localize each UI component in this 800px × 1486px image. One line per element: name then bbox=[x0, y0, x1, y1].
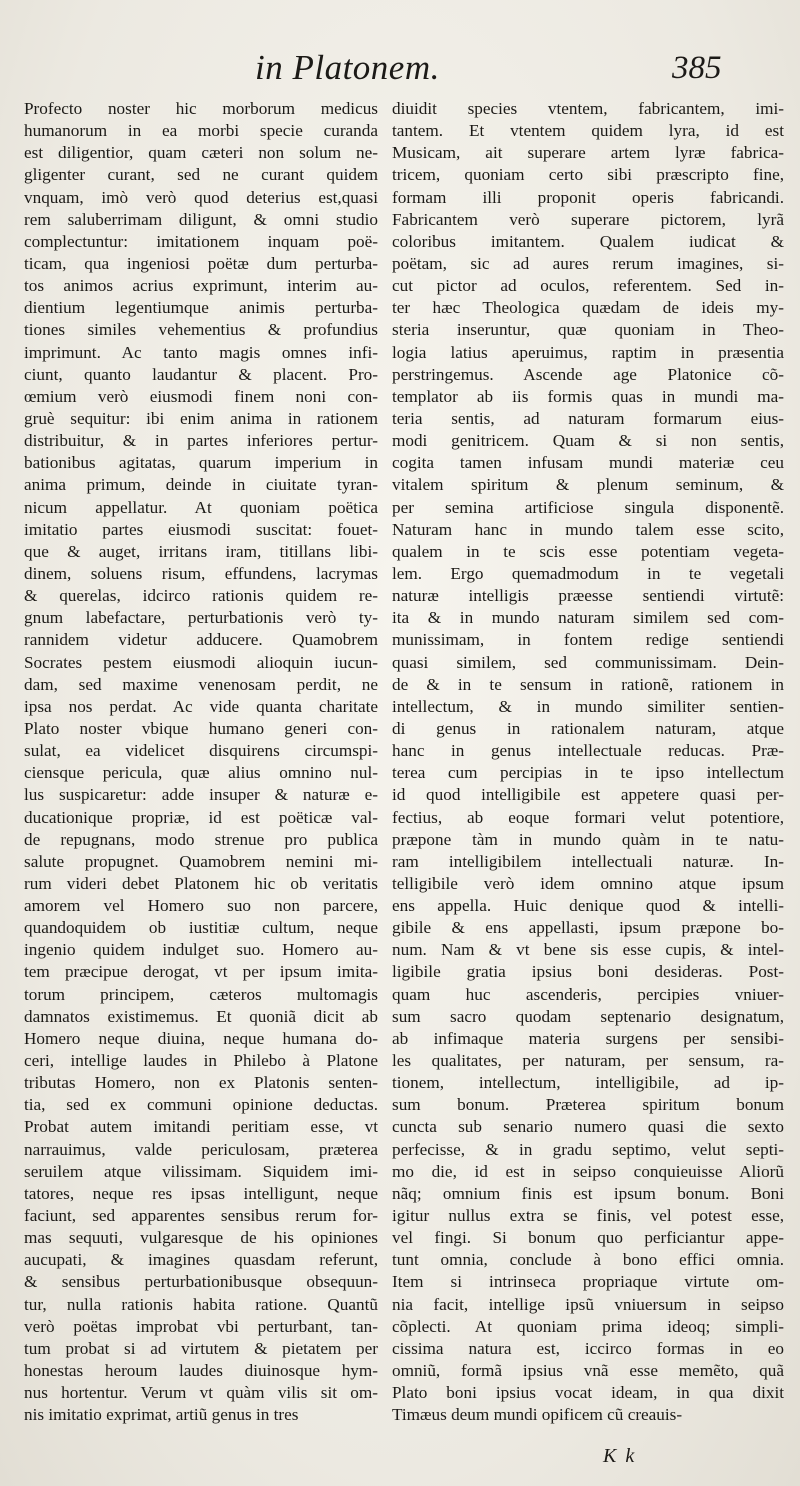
text-line: faciunt, sed apparentes sensibus rerum for- bbox=[24, 1206, 378, 1226]
text-line: modi genitricem. Quam & si non sentis, bbox=[392, 431, 784, 451]
text-line: imprimunt. Ac tanto magis omnes infi- bbox=[24, 342, 378, 362]
text-line: terea cum percipias in te ipso intellectum bbox=[392, 763, 784, 783]
text-line: dinem, soluens risum, effundens, lacrymas bbox=[24, 563, 378, 583]
text-line: Homero neque diuina, neque humana do- bbox=[24, 1028, 378, 1048]
text-line: sulat, ea videlicet disquirens circumspi- bbox=[24, 741, 378, 761]
text-line: tiones similes vehementius & profundius bbox=[24, 320, 378, 340]
text-line: perfecisse, & in gradu septimo, velut septi- bbox=[392, 1139, 784, 1159]
text-line: vitalem spiritum & plenum seminum, & bbox=[392, 475, 784, 495]
text-line: ram intelligibilem intellectuali naturæ. In- bbox=[392, 851, 784, 871]
text-line: gnum labefactare, perturbationis verò ty- bbox=[24, 608, 378, 628]
text-line: honestas heroum laudes diuinosque hym- bbox=[24, 1361, 378, 1381]
text-line: omniũ, formã ipsius vnã esse memẽto, quã bbox=[392, 1361, 784, 1381]
text-line: aucupati, & imagines quasdam referunt, bbox=[24, 1250, 378, 1270]
text-line: nicum appellatur. At quoniam poëtica bbox=[24, 497, 378, 517]
right-text-column bbox=[392, 98, 784, 1426]
text-line: anima primum, deinde in ciuitate tyran- bbox=[24, 475, 378, 495]
text-line: gruè sequitur: ibi enim anima in rationem bbox=[24, 408, 378, 428]
text-line: tricem, quoniam certo sibi præscripto fine, bbox=[392, 165, 784, 185]
text-line: per semina artificiose singula disponentẽ. bbox=[392, 497, 784, 517]
text-line: Probat autem imitandi peritiam esse, vt bbox=[24, 1117, 378, 1137]
text-line: damnatos existimemus. Et quoniã dicit ab bbox=[24, 1006, 378, 1026]
text-line: dientium legentiumque animis perturba- bbox=[24, 298, 378, 318]
text-line: ciunt, quanto laudantur & placent. Pro- bbox=[24, 364, 378, 384]
text-line: nis imitatio exprimat, artiũ genus in tres bbox=[24, 1405, 299, 1425]
text-line: Profecto noster hic morborum medicus bbox=[24, 99, 378, 118]
text-line: ligibile gratia ipsius boni desideras. Post- bbox=[392, 962, 784, 982]
text-line: quam huc ascenderis, percipies vniuer- bbox=[392, 984, 784, 1004]
text-line: est diligentior, quam cæteri non solum ne- bbox=[24, 143, 378, 163]
text-line: telligibile verò idem omnino atque ipsum bbox=[392, 873, 784, 893]
text-line: quandoquidem ob iustitiæ cultum, neque bbox=[24, 918, 378, 938]
text-line: mas sequuti, vulgaresque de his opiniones bbox=[24, 1228, 378, 1248]
text-line: œmium verò eiusmodi finem noni con- bbox=[24, 386, 378, 406]
text-line: imitatio partes eiusmodi suscitat: fouet- bbox=[24, 519, 378, 539]
text-line: torum principem, cæteros multomagis bbox=[24, 984, 378, 1004]
text-line: bationibus agitatas, quarum imperium in bbox=[24, 453, 378, 473]
text-line: lus suspicaretur: adde insuper & naturæ e- bbox=[24, 785, 378, 805]
text-line: Naturam hanc in mundo talem esse scito, bbox=[392, 519, 784, 539]
text-line: vnquam, imò verò quod deterius est,quasi bbox=[24, 187, 378, 207]
text-line: lem. Ergo quemadmodum in te vegetali bbox=[392, 563, 784, 583]
text-line: templator ab iis formis quas in mundi ma- bbox=[392, 386, 784, 406]
text-line: Plato boni ipsius vocat ideam, in qua dixit bbox=[392, 1383, 784, 1403]
text-line: diuidit species vtentem, fabricantem, imi- bbox=[392, 99, 784, 118]
text-line: perstringemus. Ascende age Platonice cõ- bbox=[392, 364, 784, 384]
text-line: formam illi proponit operis fabricandi. bbox=[392, 187, 784, 207]
text-line: ter hæc Theologica quædam de ideis my- bbox=[392, 298, 784, 318]
text-line: præpone tàm in mundo quàm in te natu- bbox=[392, 829, 784, 849]
text-line: gibile & ens appellasti, ipsum præpone bo- bbox=[392, 918, 784, 938]
text-line: ticam, qua ingeniosi poëtæ dum perturba- bbox=[24, 253, 378, 273]
text-line: tos animos acrius exprimunt, interim au- bbox=[24, 276, 378, 296]
text-line: nãq; omnium finis est ipsum bonum. Boni bbox=[392, 1183, 784, 1203]
text-line: tum probat si ad virtutem & pietatem per bbox=[24, 1338, 378, 1358]
text-line: verò poëtas improbat vbi perturbant, tan- bbox=[24, 1316, 378, 1336]
signature-mark: K k bbox=[603, 1445, 637, 1467]
text-line: & sensibus perturbationibusque obsequun- bbox=[24, 1272, 378, 1292]
text-line: mo die, id est in seipso conquieuisse Aliorũ bbox=[392, 1161, 784, 1181]
text-line: nus hortentur. Verum vt quàm vilis sit om- bbox=[24, 1383, 378, 1403]
text-line: di genus in rationalem naturam, atque bbox=[392, 718, 784, 738]
text-line: seruilem atque vilissimam. Siquidem imi- bbox=[24, 1161, 378, 1181]
text-line: les qualitates, per naturam, per sensum, ra- bbox=[392, 1051, 784, 1071]
text-line: salute propugnet. Quamobrem nemini mi- bbox=[24, 851, 378, 871]
text-line: teria sentis, ad naturam formarum eius- bbox=[392, 408, 784, 428]
text-line: rem saluberrimam diligunt, & omni studio bbox=[24, 209, 378, 229]
text-line: ipsa nos perdat. Ac vide quanta charitate bbox=[24, 696, 378, 716]
text-line: nia facit, intellige ipsũ vniuersum in seipso bbox=[392, 1294, 784, 1314]
text-line: qualem in te scis esse potentiam vegeta- bbox=[392, 541, 784, 561]
text-line: ingenio quidem indulget suo. Homero au- bbox=[24, 940, 378, 960]
text-line: cissima natura est, iccirco formas in eo bbox=[392, 1338, 784, 1358]
text-line: steria inseruntur, quæ quoniam in Theo- bbox=[392, 320, 784, 340]
page-header bbox=[0, 40, 800, 100]
text-line: cut pictor ad oculos, referentem. Sed in- bbox=[392, 276, 784, 296]
text-line: hanc in genus intellectuale reducas. Præ- bbox=[392, 741, 784, 761]
text-line: rannidem videtur adducere. Quamobrem bbox=[24, 630, 378, 650]
text-line: narrauimus, valde periculosam, præterea bbox=[24, 1139, 378, 1159]
text-line: ceri, intellige laudes in Philebo à Platone bbox=[24, 1051, 378, 1071]
text-line: ens appella. Huic denique quod & intelli- bbox=[392, 896, 784, 916]
text-line: tionem, intellectum, intelligibile, ad ip- bbox=[392, 1073, 784, 1093]
left-text-column bbox=[24, 98, 378, 1426]
text-line: ducationique propriæ, id est poëticæ val- bbox=[24, 807, 378, 827]
text-line: ita & in mundo naturam similem sed com- bbox=[392, 608, 784, 628]
text-line: tributas Homero, non ex Platonis senten- bbox=[24, 1073, 378, 1093]
text-line: intellectum, & in mundo similiter sentien- bbox=[392, 696, 784, 716]
text-line: rum videri debet Platonem hic ob veritatis bbox=[24, 873, 378, 893]
text-line: cogita tamen infusam mundi materiæ ceu bbox=[392, 453, 784, 473]
text-line: logia latius aperuimus, raptim in præsentia bbox=[392, 342, 784, 362]
text-line: Fabricantem verò superare pictorem, lyrã bbox=[392, 209, 784, 229]
text-line: cuncta sub senario numero quasi die sexto bbox=[392, 1117, 784, 1137]
text-line: sum bonum. Præterea spiritum bonum bbox=[392, 1095, 784, 1115]
text-line: Socrates pestem eiusmodi alioquin iucun- bbox=[24, 652, 378, 672]
text-line: quasi similem, sed communissimam. Dein- bbox=[392, 652, 784, 672]
text-line: num. Nam & vt bene sis esse cupis, & intel- bbox=[392, 940, 784, 960]
text-line: coloribus imitantem. Qualem iudicat & bbox=[392, 231, 784, 251]
text-line: sum sacro quodam septenario designatum, bbox=[392, 1006, 784, 1026]
text-line: de repugnans, modo strenue pro publica bbox=[24, 829, 378, 849]
text-line: cõplecti. At quoniam prima ideoq; simpli- bbox=[392, 1316, 784, 1336]
text-line: id quod intelligibile est appetere quasi per- bbox=[392, 785, 784, 805]
text-line: tem præcipue derogat, vt per ipsum imita- bbox=[24, 962, 378, 982]
text-line: munissimam, in fontem redige sentiendi bbox=[392, 630, 784, 650]
text-line: Plato noster vbique humano generi con- bbox=[24, 718, 378, 738]
text-line: Timæus deum mundi opificem cũ creauis- bbox=[392, 1405, 683, 1425]
text-line: tatores, neque res ipsas intelligunt, neque bbox=[24, 1183, 378, 1203]
text-line: vel fingi. Si bonum quo perficiantur appe- bbox=[392, 1228, 784, 1248]
text-line: igitur nullus extra se finis, vel potest esse, bbox=[392, 1206, 784, 1226]
text-line: tantem. Et vtentem quidem lyra, id est bbox=[392, 121, 784, 141]
text-line: poëtam, sic ad aures rerum imagines, si- bbox=[392, 253, 784, 273]
text-line: ab infimaque materia surgens per sensibi- bbox=[392, 1028, 784, 1048]
text-line: Item si intrinseca propriaque virtute om- bbox=[392, 1272, 784, 1292]
text-line: dam, sed maxime venenosam perdit, ne bbox=[24, 674, 378, 694]
text-line: distribuitur, & in partes inferiores pertur- bbox=[24, 431, 378, 451]
text-line: gligenter curant, sed ne curant quidem bbox=[24, 165, 378, 185]
running-title: in Platonem. bbox=[255, 48, 440, 87]
text-line: tia, sed ex communi opinione deductas. bbox=[24, 1095, 378, 1115]
text-line: tur, nulla rationis habita ratione. Quantũ bbox=[24, 1294, 378, 1314]
text-line: que & auget, irritans iram, titillans libi- bbox=[24, 541, 378, 561]
text-line: amorem vel Homero suo non parcere, bbox=[24, 896, 378, 916]
text-line: humanorum in ea morbi specie curanda bbox=[24, 121, 378, 141]
text-line: ciensque pericula, quæ alius omnino nul- bbox=[24, 763, 378, 783]
text-line: tunt omnia, conclude à bono effici omnia. bbox=[392, 1250, 784, 1270]
page-number: 385 bbox=[672, 50, 722, 86]
text-line: & querelas, idcirco rationis quidem re- bbox=[24, 586, 378, 606]
text-line: naturæ intelligis præesse sentiendi virtutẽ: bbox=[392, 586, 784, 606]
text-line: complectuntur: imitationem inquam poë- bbox=[24, 231, 378, 251]
text-line: fectius, ab eoque formari velut potentiore, bbox=[392, 807, 784, 827]
text-line: de & in te sensum in rationẽ, rationem in bbox=[392, 674, 784, 694]
text-line: Musicam, ait superare artem lyræ fabrica- bbox=[392, 143, 784, 163]
